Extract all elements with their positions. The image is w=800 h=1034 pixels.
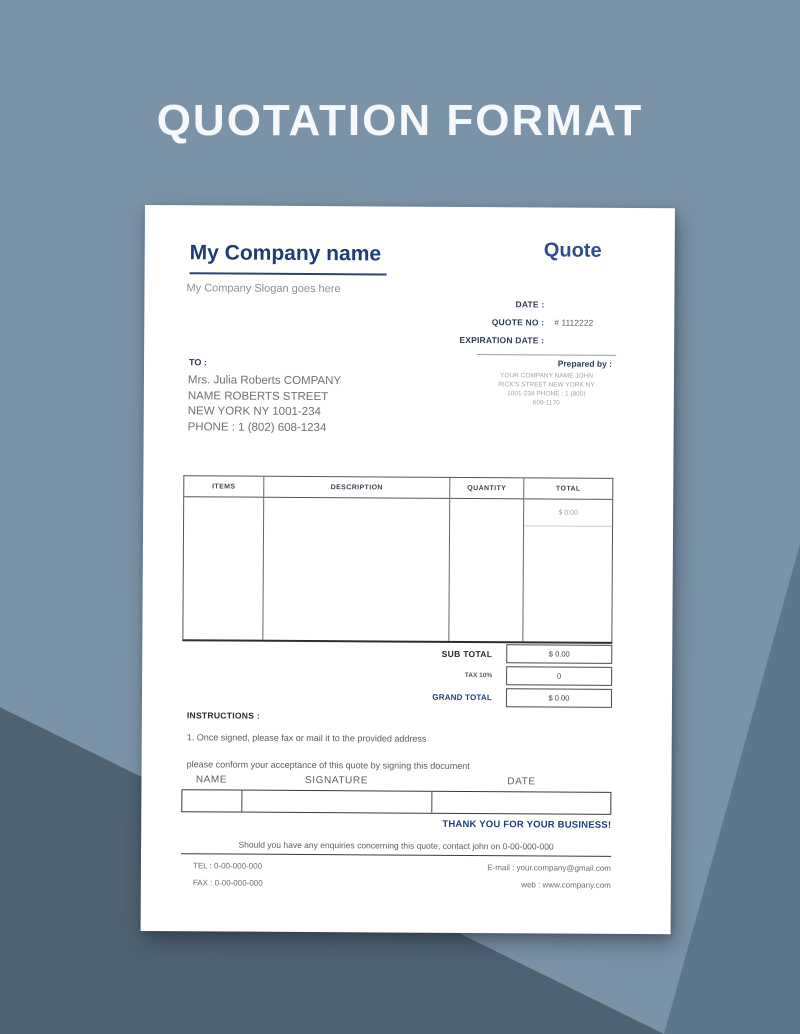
instructions-label: INSTRUCTIONS : bbox=[186, 710, 261, 721]
prepared-by-line: YOUR COMPANY NAME JOHN bbox=[499, 372, 593, 380]
date-header: DATE bbox=[507, 776, 536, 788]
recipient-line: NEW YORK NY 1001-234 bbox=[187, 405, 321, 419]
thank-you-text: THANK YOU FOR YOUR BUSINESS! bbox=[442, 818, 612, 831]
recipient-address bbox=[188, 373, 342, 436]
signature-cell-name bbox=[182, 790, 242, 811]
tax-row bbox=[182, 664, 612, 686]
prepared-by-line: 609-1170 bbox=[532, 399, 560, 407]
quote-no-label: QUOTE NO : bbox=[491, 317, 545, 328]
footer-fax: FAX : 0-00-000-000 bbox=[192, 878, 263, 888]
table-cell-total bbox=[523, 526, 612, 642]
table-cell-quantity bbox=[450, 499, 524, 526]
grand-total-label: GRAND TOTAL bbox=[432, 692, 493, 703]
quote-no-value: # 1112222 bbox=[554, 317, 594, 328]
instructions-line-1: 1. Once signed, please fax or mail it to the provided address bbox=[186, 732, 427, 744]
meta-row-expiration bbox=[304, 330, 616, 350]
quote-meta bbox=[304, 294, 616, 350]
date-label: DATE : bbox=[515, 299, 545, 310]
table-cell-total-value: $ 0.00 bbox=[524, 499, 612, 527]
quantity-header: QUANTITY bbox=[450, 478, 524, 499]
expiration-date-label: EXPIRATION DATE : bbox=[459, 334, 545, 346]
prepared-by-details bbox=[477, 371, 616, 408]
footer-tel: TEL : 0-00-000-000 bbox=[192, 861, 263, 871]
recipient-line: PHONE : 1 (802) 608-1234 bbox=[187, 420, 327, 434]
footer-email: E-mail : your.company@gmail.com bbox=[487, 863, 611, 873]
signature-cell-date bbox=[432, 792, 610, 814]
signature-table bbox=[181, 789, 611, 815]
subtotal-value: $ 0.00 bbox=[506, 644, 612, 664]
subtotal-label: SUB TOTAL bbox=[441, 648, 493, 659]
enquiries-line: Should you have any enquiries concerning this quote, contact john on 0-00-000-000 bbox=[238, 839, 554, 852]
prepared-by-block bbox=[477, 354, 616, 408]
total-header: TOTAL bbox=[524, 478, 612, 500]
description-header: DESCRIPTION bbox=[264, 477, 450, 499]
meta-row-date bbox=[304, 294, 616, 314]
prepared-by-line: 1001-234 PHONE : 1 (800) bbox=[507, 390, 586, 398]
table-cell-description bbox=[263, 525, 450, 641]
signature-cell-signature bbox=[242, 791, 432, 813]
items-header: ITEMS bbox=[184, 476, 264, 497]
table-cell-description bbox=[264, 498, 450, 526]
meta-row-quote-no bbox=[304, 312, 616, 332]
quotation-document bbox=[141, 205, 675, 934]
recipient-line: NAME ROBERTS STREET bbox=[187, 389, 329, 403]
signature-headers bbox=[181, 774, 611, 788]
name-header: NAME bbox=[195, 774, 228, 786]
footer-web: web : www.company.com bbox=[521, 880, 611, 890]
grand-total-row bbox=[182, 686, 612, 708]
instructions-line-2: please conform your acceptance of this quote by signing this document bbox=[186, 759, 470, 771]
company-slogan: My Company Slogan goes here bbox=[186, 282, 341, 296]
items-table bbox=[182, 475, 613, 644]
table-cell-items bbox=[183, 524, 264, 639]
prepared-by-label: Prepared by : bbox=[557, 358, 613, 369]
page-title: QUOTATION FORMAT bbox=[156, 96, 644, 145]
quote-heading: Quote bbox=[543, 239, 602, 262]
subtotal-row bbox=[182, 642, 612, 664]
footer-divider bbox=[181, 853, 611, 857]
recipient-line: Mrs. Julia Roberts COMPANY bbox=[187, 374, 342, 388]
grand-total-value: $ 0.00 bbox=[506, 688, 612, 708]
table-cell-quantity bbox=[449, 526, 524, 641]
company-name: My Company name bbox=[190, 241, 388, 275]
to-label: TO : bbox=[189, 357, 207, 368]
prepared-by-line: RICK'S STREET NEW YORK NY bbox=[498, 381, 595, 389]
tax-label: TAX 10% bbox=[464, 671, 493, 680]
tax-value: 0 bbox=[506, 666, 612, 686]
signature-header: SIGNATURE bbox=[304, 774, 369, 787]
table-cell-items bbox=[184, 497, 264, 524]
